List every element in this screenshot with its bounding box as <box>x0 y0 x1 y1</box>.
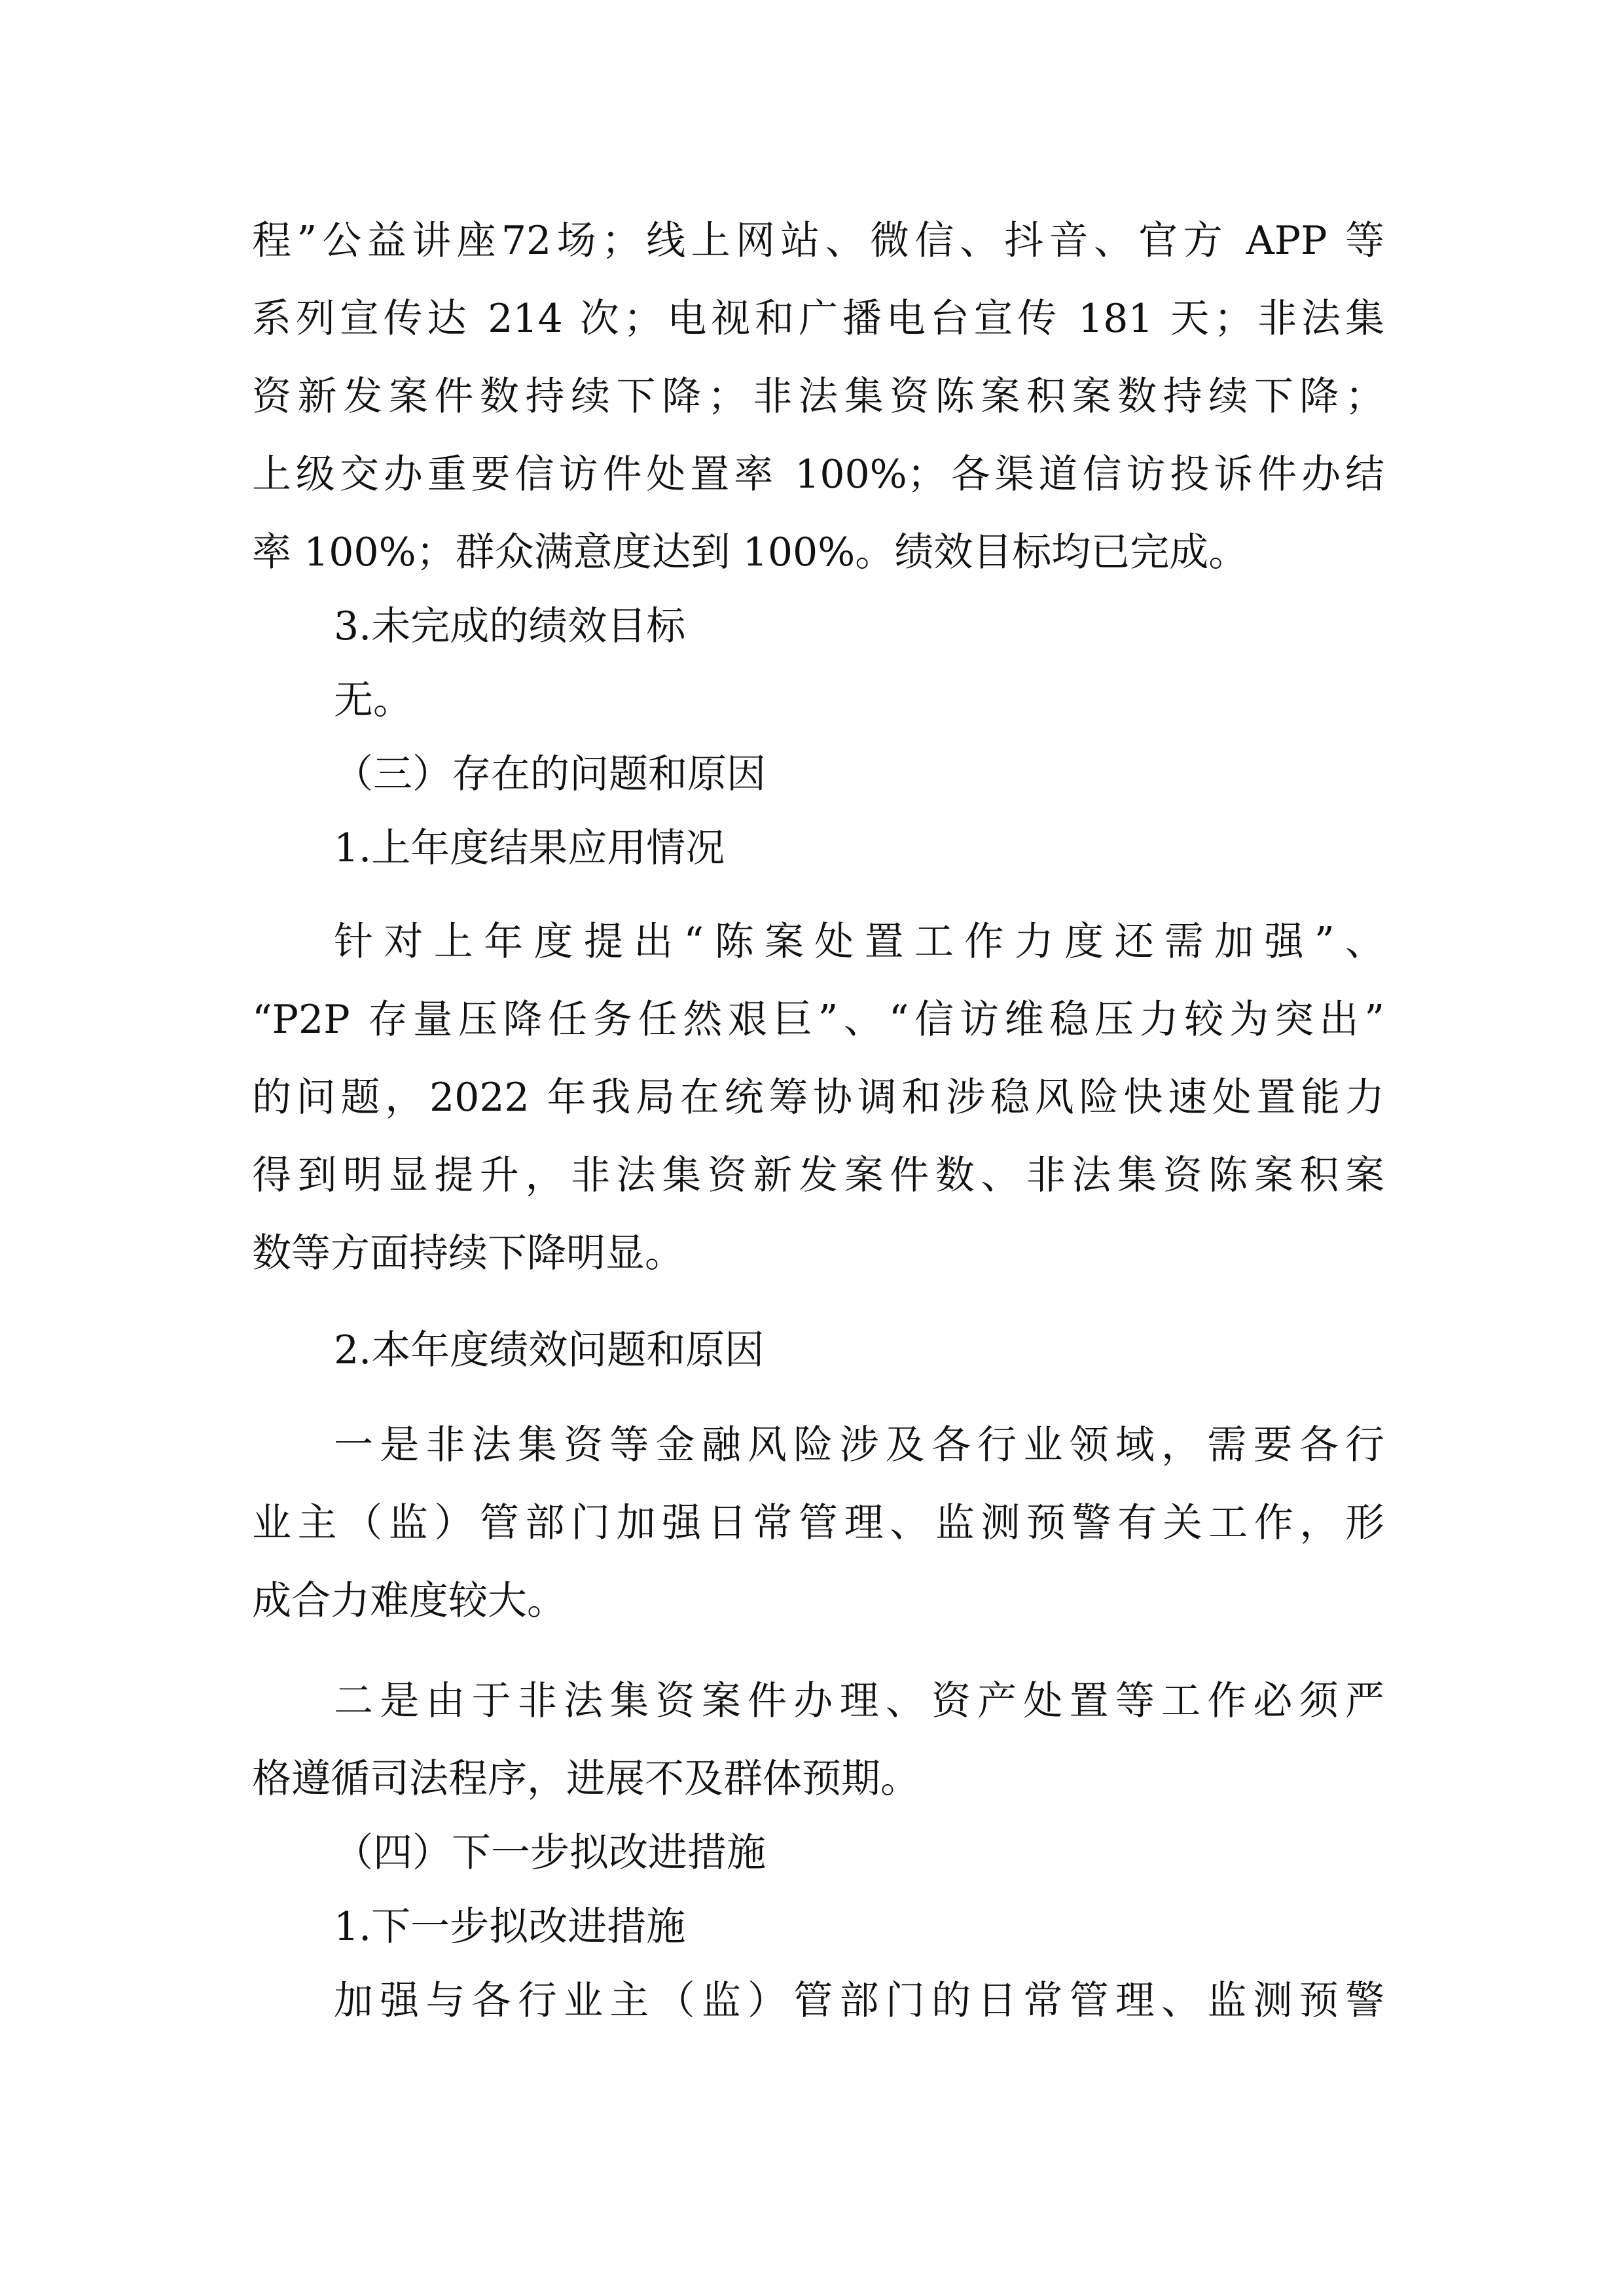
body-text-line: 针对上年度提出“陈案处置工作力度还需加强”、 <box>334 919 1384 965</box>
body-text-line: 的问题，2022 年我局在统筹协调和涉稳风险快速处置能力 <box>252 1075 1384 1121</box>
body-text-line: “P2P 存量压降任务任然艰巨”、“信访维稳压力较为突出” <box>252 997 1384 1043</box>
body-text-line: 程”公益讲座72场；线上网站、微信、抖音、官方 APP 等 <box>252 218 1384 264</box>
body-text-line: 格遵循司法程序，进展不及群体预期。 <box>252 1756 920 1802</box>
subheading: 2.本年度绩效问题和原因 <box>334 1327 765 1373</box>
body-text-line: 系列宣传达 214 次；电视和广播电台宣传 181 天；非法集 <box>252 296 1384 342</box>
body-text-line: 无。 <box>334 677 412 723</box>
body-text-line: 率 100%；群众满意度达到 100%。绩效目标均已完成。 <box>252 529 1248 575</box>
body-text-line: 数等方面持续下降明显。 <box>252 1230 684 1276</box>
body-text-line: 得到明显提升，非法集资新发案件数、非法集资陈案积案 <box>252 1153 1384 1198</box>
body-text-line: 业主（监）管部门加强日常管理、监测预警有关工作，形 <box>252 1500 1384 1546</box>
subheading: 1.下一步拟改进措施 <box>334 1904 686 1950</box>
body-text-line: 成合力难度较大。 <box>252 1578 566 1624</box>
subheading: 3.未完成的绩效目标 <box>334 603 686 649</box>
section-heading: （四）下一步拟改进措施 <box>334 1830 766 1876</box>
subheading: 1.上年度结果应用情况 <box>334 825 725 871</box>
body-text-line: 一是非法集资等金融风险涉及各行业领域，需要各行 <box>334 1422 1384 1468</box>
body-text-line: 上级交办重要信访件处置率 100%；各渠道信访投诉件办结 <box>252 452 1384 497</box>
section-heading: （三）存在的问题和原因 <box>334 751 766 797</box>
body-text-line: 二是由于非法集资案件办理、资产处置等工作必须严 <box>334 1678 1384 1724</box>
body-text-line: 资新发案件数持续下降；非法集资陈案积案数持续下降； <box>252 374 1384 420</box>
body-text-line: 加强与各行业主（监）管部门的日常管理、监测预警 <box>334 1978 1384 2024</box>
